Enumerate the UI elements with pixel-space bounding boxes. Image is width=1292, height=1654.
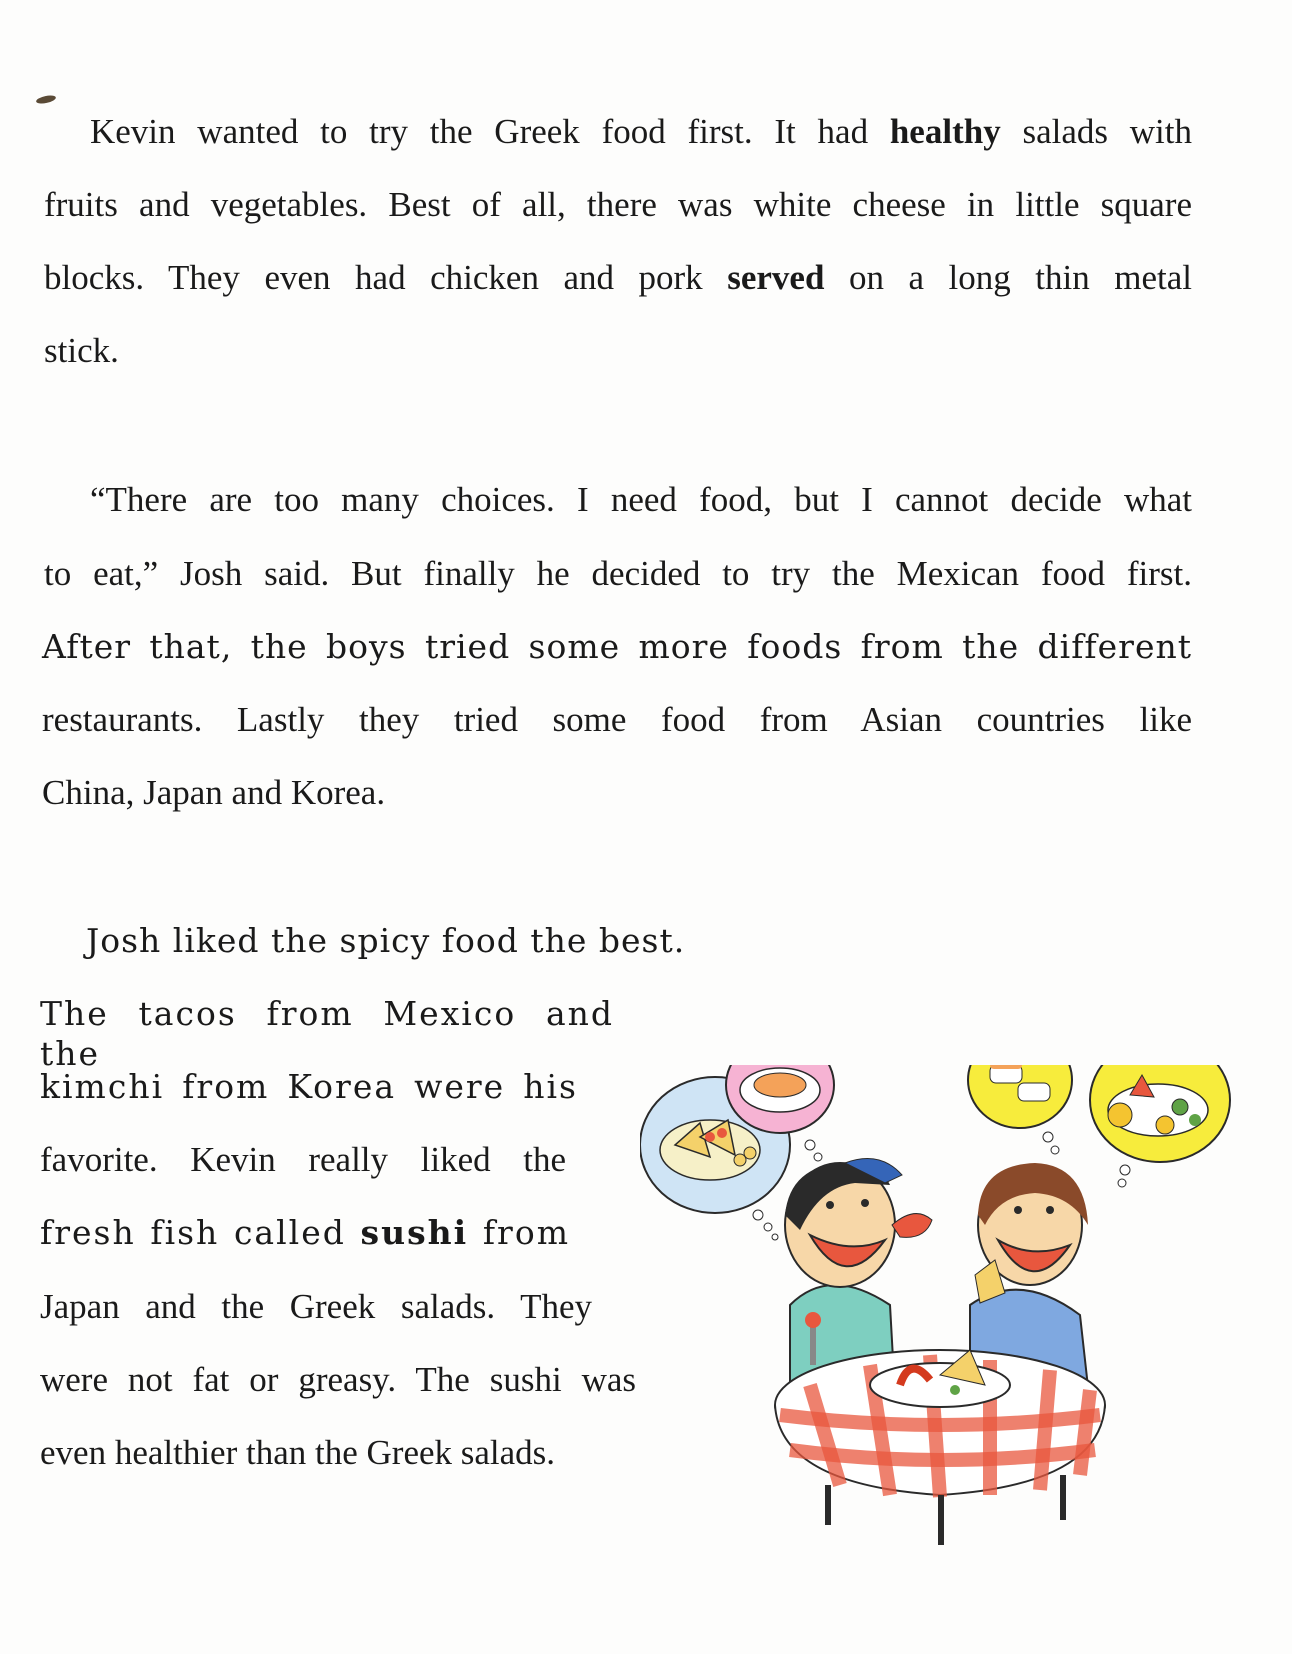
bold-word-sushi: sushi xyxy=(360,1213,469,1252)
p3-line-6: Japan and the Greek salads. They xyxy=(40,1287,592,1326)
p2-line-3: After that, the boys tried some more foods from the different xyxy=(42,627,1192,666)
thought-bubble-sushi xyxy=(968,1065,1072,1154)
p2-line-5: China, Japan and Korea. xyxy=(42,773,386,812)
p2-line-2: to eat,” Josh said. But finally he decided to try the Mexican food first. xyxy=(44,554,1192,593)
bold-word-healthy: healthy xyxy=(889,112,1001,151)
p3-line-1: Josh liked the spicy food the best. xyxy=(86,921,686,960)
boys-eating-illustration xyxy=(640,1065,1260,1555)
p3-line-8: even healthier than the Greek salads. xyxy=(40,1433,556,1472)
p3-line-7: were not fat or greasy. The sushi was xyxy=(40,1360,636,1399)
p1-line-3: blocks. They even had chicken and pork served on a long thin metal xyxy=(44,258,1192,297)
p3-line-5: fresh fish called sushi from xyxy=(40,1213,570,1252)
p2-line-4: restaurants. Lastly they tried some food from Asian countries like xyxy=(42,700,1192,739)
p3-line-2: The tacos from Mexico and the xyxy=(40,994,614,1073)
p1-line-2: fruits and vegetables. Best of all, there was white cheese in little square xyxy=(44,185,1192,224)
p2-line-1: “There are too many choices. I need food, but I cannot decide what xyxy=(90,480,1192,519)
boys-eating-international-food-illustration-icon xyxy=(640,1065,1260,1555)
checkered-table xyxy=(775,1350,1105,1545)
thought-bubble-greek-salad xyxy=(1090,1065,1230,1187)
p1-line-1: Kevin wanted to try the Greek food first. It had healthy salads with xyxy=(90,112,1192,151)
scan-speck xyxy=(35,94,56,105)
bold-word-served: served xyxy=(727,258,825,297)
p3-line-3: kimchi from Korea were his xyxy=(40,1067,578,1106)
p1-line-4: stick. xyxy=(44,331,119,370)
p3-line-4: favorite. Kevin really liked the xyxy=(40,1140,566,1179)
